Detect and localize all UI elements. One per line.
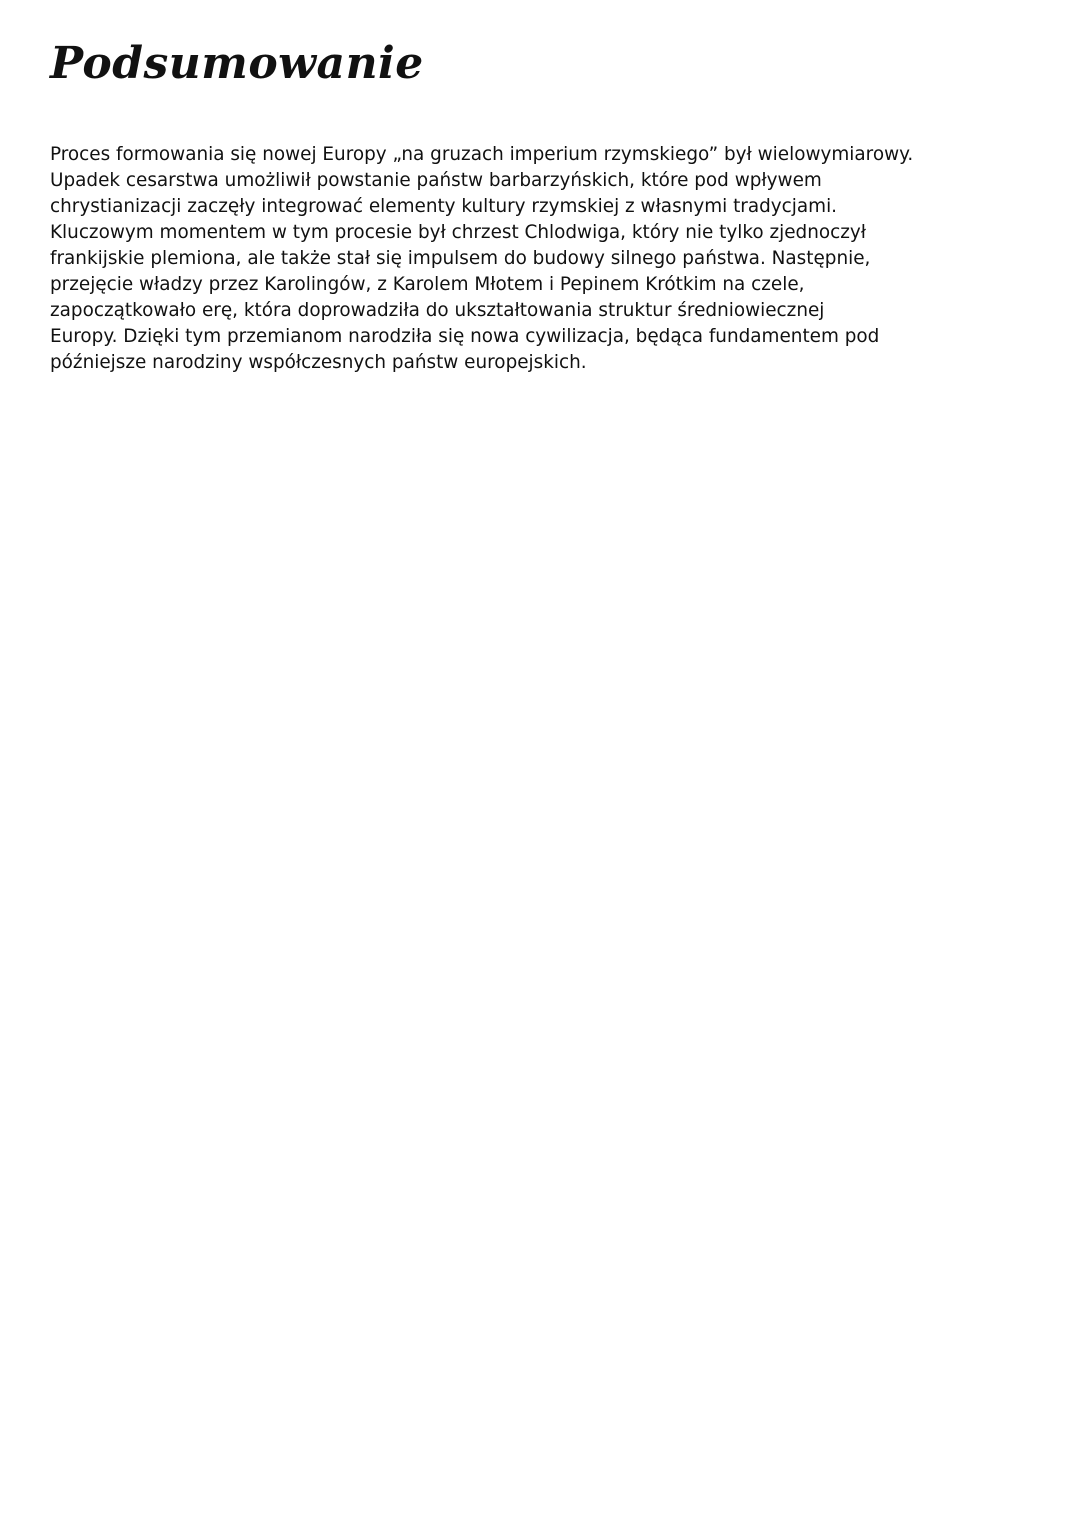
paragraph-line: frankijskie plemiona, ale także stał się impulsem do budowy silnego państwa. Następnie,: [50, 248, 871, 269]
paragraph-line: Proces formowania się nowej Europy „na gruzach imperium rzymskiego” był wielowymiarowy.: [50, 144, 914, 165]
summary-paragraph: [50, 142, 1030, 376]
paragraph-line: zapoczątkowało erę, która doprowadziła do ukształtowania struktur średniowiecznej: [50, 300, 825, 321]
paragraph-line: Kluczowym momentem w tym procesie był chrzest Chlodwiga, który nie tylko zjednoczył: [50, 222, 867, 243]
paragraph-line: Upadek cesarstwa umożliwił powstanie państw barbarzyńskich, które pod wpływem: [50, 170, 822, 191]
paragraph-line: przejęcie władzy przez Karolingów, z Karolem Młotem i Pepinem Krótkim na czele,: [50, 274, 805, 295]
paragraph-line: chrystianizacji zaczęły integrować elementy kultury rzymskiej z własnymi tradycjami.: [50, 196, 838, 217]
paragraph-line: późniejsze narodziny współczesnych państw europejskich.: [50, 352, 587, 373]
paragraph-line: Europy. Dzięki tym przemianom narodziła się nowa cywilizacja, będąca fundamentem pod: [50, 326, 880, 347]
page-title: Podsumowanie: [50, 38, 424, 89]
